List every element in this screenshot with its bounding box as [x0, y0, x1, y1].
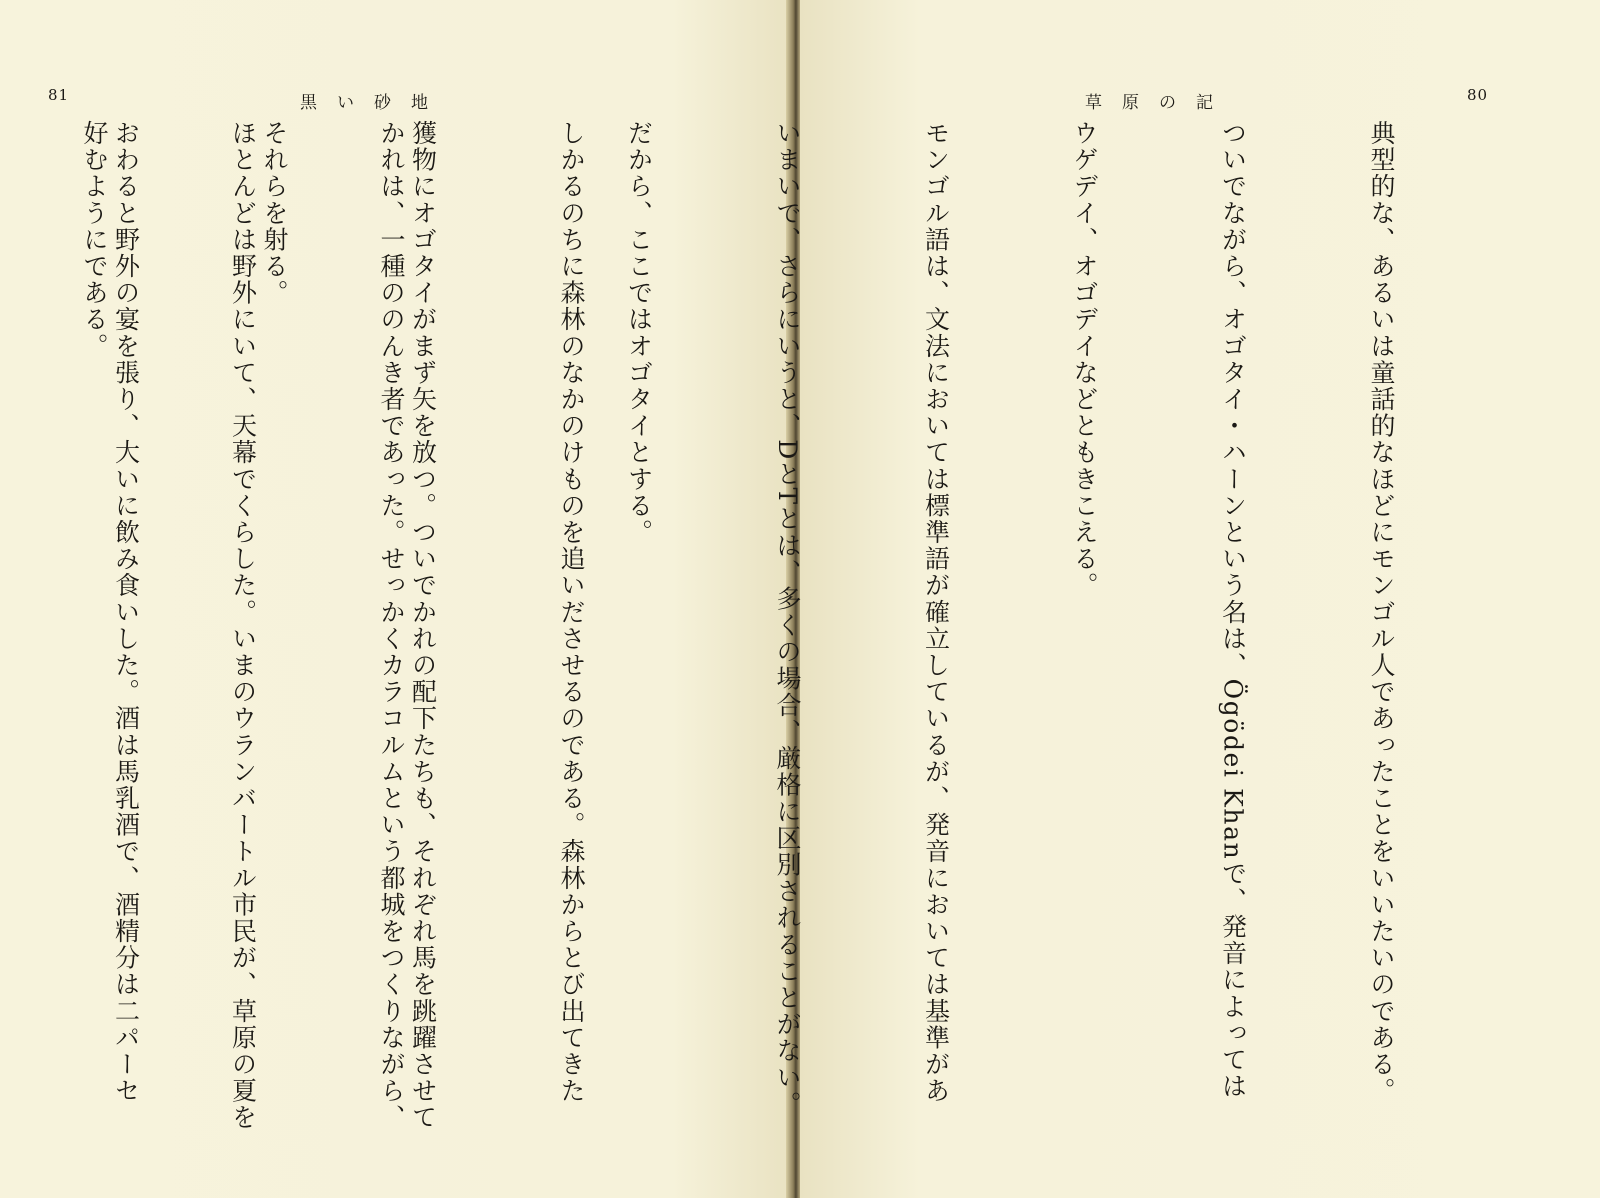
text-column: ウゲデイ、オゴデイなどともきこえる。	[1070, 120, 1099, 599]
text-column: ほとんどは野外にいて、天幕でくらした。いまのウランバートル市民が、草原の夏を	[228, 120, 258, 1131]
text-column: 獲物にオゴタイがまず矢を放つ。ついでかれの配下たちも、それぞれ馬を跳躍させて	[408, 120, 438, 1131]
text-column: モンゴル語は、文法においては標準語が確立しているが、発音においては基準があ	[921, 120, 951, 1105]
running-head: 黒い砂地	[300, 93, 448, 113]
text-column: だから、ここではオゴタイとする。	[624, 120, 654, 546]
text-column: 好むようにである。	[80, 120, 109, 360]
text-column: しかるのちに森林のなかのけものを追いださせるのである。森林からとび出てきた	[557, 120, 586, 1105]
text-column: いまいで、さらにいうと、DとTとは、多くの場合、厳格に区別されることがない。	[773, 120, 802, 1118]
text-column: それらを射る。	[260, 120, 289, 307]
text-column: 典型的な、あるいは童話的なほどにモンゴル人であったことをいいたいのである。	[1367, 120, 1396, 1105]
running-head: 草原の記	[1085, 93, 1233, 113]
text-column: ついでながら、オゴタイ・ハーンという名は、Ögödei Khanで、発音によっては	[1218, 120, 1248, 1100]
page-number: 81	[48, 86, 70, 104]
text-column: おわると野外の宴を張り、大いに飲み食いした。酒は馬乳酒で、酒精分は二パーセ	[111, 120, 141, 1105]
text-column: かれは、一種ののんき者であった。せっかくカラコルムという都城をつくりながら、	[377, 120, 406, 1131]
page-number: 80	[1467, 86, 1489, 104]
